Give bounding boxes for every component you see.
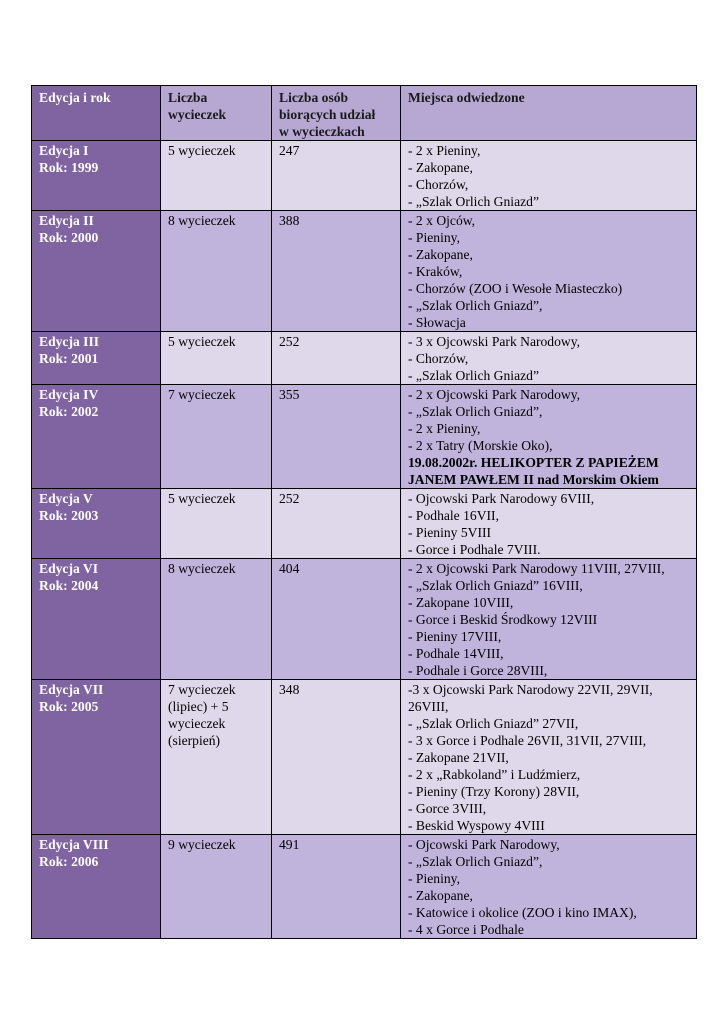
edition-cell: [32, 141, 161, 211]
participants-value: 404: [279, 561, 300, 576]
edition-cell: [32, 489, 161, 559]
places-cell: [401, 835, 697, 939]
place-item: - Pieniny 5VIII: [408, 525, 492, 540]
place-item: - Ojcowski Park Narodowy 6VIII,: [408, 491, 595, 506]
header-participants-line: biorących udział: [279, 107, 376, 122]
place-item: - 2 x Pieniny,: [408, 421, 481, 436]
trip-count-cell: [161, 835, 272, 939]
trip-count-cell: [161, 680, 272, 835]
header-trip-count-line: wycieczek: [168, 107, 227, 122]
edition-year: Rok: 2006: [39, 854, 99, 869]
place-item: - Chorzów (ZOO i Wesołe Miasteczko): [408, 281, 623, 296]
trip-count-line: (sierpień): [168, 733, 221, 748]
participants-value: 247: [279, 143, 300, 158]
place-item: - Zakopane,: [408, 888, 473, 903]
places-cell: [401, 680, 697, 835]
place-item: - Gorce 3VIII,: [408, 801, 487, 816]
places-cell: [401, 141, 697, 211]
edition-cell: [32, 835, 161, 939]
header-places-text: Miejsca odwiedzone: [408, 90, 525, 105]
trip-count-line: 8 wycieczek: [168, 213, 236, 228]
header-trip-count: [161, 86, 272, 141]
place-highlight: 19.08.2002r. HELIKOPTER Z PAPIEŻEM: [408, 455, 659, 470]
trip-count-line: 8 wycieczek: [168, 561, 236, 576]
places-cell: [401, 211, 697, 332]
trip-count-line: 7 wycieczek: [168, 682, 236, 697]
participants-value: 252: [279, 334, 300, 349]
place-item: - 2 x Ojcowski Park Narodowy 11VIII, 27VIII,: [408, 561, 665, 576]
place-item: 26VIII,: [408, 699, 449, 714]
place-item: - Gorce i Beskid Środkowy 12VIII: [408, 612, 598, 627]
place-item: - „Szlak Orlich Gniazd”,: [408, 854, 543, 869]
places-cell: [401, 385, 697, 489]
participants-value: 491: [279, 837, 300, 852]
edition-year: Rok: 2000: [39, 230, 99, 245]
place-item: - Zakopane,: [408, 160, 473, 175]
edition-label: Edycja IV: [39, 387, 99, 402]
table-row: [32, 385, 697, 489]
edition-label: Edycja VI: [39, 561, 99, 576]
place-item: - Pieniny,: [408, 871, 460, 886]
place-item: - Gorce i Podhale 7VIII.: [408, 542, 541, 557]
edition-cell: [32, 211, 161, 332]
place-item: - 3 x Gorce i Podhale 26VII, 31VII, 27VIII,: [408, 733, 647, 748]
edition-label: Edycja II: [39, 213, 94, 228]
place-item: - 3 x Ojcowski Park Narodowy,: [408, 334, 581, 349]
table-row: [32, 332, 697, 385]
place-item: - Zakopane 21VII,: [408, 750, 509, 765]
place-item: - „Szlak Orlich Gniazd”,: [408, 298, 543, 313]
edition-cell: [32, 385, 161, 489]
excursions-table: [31, 85, 697, 939]
edition-year: Rok: 2004: [39, 578, 99, 593]
header-places: [401, 86, 697, 141]
place-item: - „Szlak Orlich Gniazd”,: [408, 404, 543, 419]
place-item: - 2 x Ojcowski Park Narodowy,: [408, 387, 581, 402]
table-row: [32, 211, 697, 332]
place-item: - Zakopane,: [408, 247, 473, 262]
places-cell: [401, 489, 697, 559]
participants-cell: [272, 489, 401, 559]
table-row: [32, 141, 697, 211]
edition-label: Edycja VII: [39, 682, 104, 697]
place-item: -3 x Ojcowski Park Narodowy 22VII, 29VII,: [408, 682, 653, 697]
place-item: - Podhale i Gorce 28VIII,: [408, 663, 548, 678]
place-item: - Ojcowski Park Narodowy,: [408, 837, 560, 852]
place-item: - Beskid Wyspowy 4VIII: [408, 818, 545, 833]
edition-year: Rok: 1999: [39, 160, 99, 175]
place-item: - 2 x Ojców,: [408, 213, 476, 228]
place-item: - Słowacja: [408, 315, 466, 330]
trip-count-line: 5 wycieczek: [168, 143, 236, 158]
place-highlight: JANEM PAWŁEM II nad Morskim Okiem: [408, 472, 659, 487]
place-item: - Chorzów,: [408, 177, 469, 192]
edition-cell: [32, 680, 161, 835]
trip-count-cell: [161, 211, 272, 332]
edition-year: Rok: 2003: [39, 508, 99, 523]
participants-cell: [272, 559, 401, 680]
participants-value: 355: [279, 387, 300, 402]
trip-count-cell: [161, 385, 272, 489]
place-item: - „Szlak Orlich Gniazd” 16VIII,: [408, 578, 583, 593]
place-item: - „Szlak Orlich Gniazd” 27VII,: [408, 716, 579, 731]
place-item: - Kraków,: [408, 264, 463, 279]
place-item: - Podhale 14VIII,: [408, 646, 504, 661]
place-item: - Pieniny (Trzy Korony) 28VII,: [408, 784, 580, 799]
participants-value: 348: [279, 682, 300, 697]
place-item: - 2 x Tatry (Morskie Oko),: [408, 438, 553, 453]
edition-year: Rok: 2005: [39, 699, 99, 714]
participants-cell: [272, 680, 401, 835]
place-item: - „Szlak Orlich Gniazd”: [408, 368, 539, 383]
place-item: - 2 x „Rabkoland” i Ludźmierz,: [408, 767, 581, 782]
trip-count-line: 7 wycieczek: [168, 387, 236, 402]
trip-count-line: 5 wycieczek: [168, 491, 236, 506]
participants-value: 388: [279, 213, 300, 228]
place-item: - 2 x Pieniny,: [408, 143, 481, 158]
header-participants-line: Liczba osób: [279, 90, 349, 105]
trip-count-cell: [161, 332, 272, 385]
header-trip-count-line: Liczba: [168, 90, 208, 105]
edition-label: Edycja VIII: [39, 837, 109, 852]
participants-cell: [272, 141, 401, 211]
edition-year: Rok: 2001: [39, 351, 99, 366]
header-edition: [32, 86, 161, 141]
header-row: [32, 86, 697, 141]
places-cell: [401, 332, 697, 385]
edition-label: Edycja III: [39, 334, 100, 349]
edition-cell: [32, 332, 161, 385]
place-item: - Katowice i okolice (ZOO i kino IMAX),: [408, 905, 637, 920]
header-edition-text: Edycja i rok: [39, 90, 111, 105]
table-row: [32, 489, 697, 559]
participants-cell: [272, 332, 401, 385]
trip-count-line: (lipiec) + 5: [168, 699, 229, 714]
table-row: [32, 680, 697, 835]
participants-cell: [272, 385, 401, 489]
edition-label: Edycja I: [39, 143, 89, 158]
edition-year: Rok: 2002: [39, 404, 99, 419]
edition-label: Edycja V: [39, 491, 93, 506]
places-cell: [401, 559, 697, 680]
place-item: - „Szlak Orlich Gniazd”: [408, 194, 539, 209]
header-participants-line: w wycieczkach: [279, 124, 365, 139]
edition-cell: [32, 559, 161, 680]
trip-count-line: 9 wycieczek: [168, 837, 236, 852]
place-item: - Pieniny,: [408, 230, 460, 245]
place-item: - Podhale 16VII,: [408, 508, 499, 523]
participants-cell: [272, 835, 401, 939]
place-item: - Chorzów,: [408, 351, 469, 366]
trip-count-cell: [161, 559, 272, 680]
place-item: - Pieniny 17VIII,: [408, 629, 502, 644]
table-row: [32, 835, 697, 939]
trip-count-cell: [161, 141, 272, 211]
trip-count-line: wycieczek: [168, 716, 226, 731]
table-row: [32, 559, 697, 680]
place-item: - 4 x Gorce i Podhale: [408, 922, 524, 937]
trip-count-line: 5 wycieczek: [168, 334, 236, 349]
participants-cell: [272, 211, 401, 332]
trip-count-cell: [161, 489, 272, 559]
place-item: - Zakopane 10VIII,: [408, 595, 514, 610]
participants-value: 252: [279, 491, 300, 506]
header-participants: [272, 86, 401, 141]
